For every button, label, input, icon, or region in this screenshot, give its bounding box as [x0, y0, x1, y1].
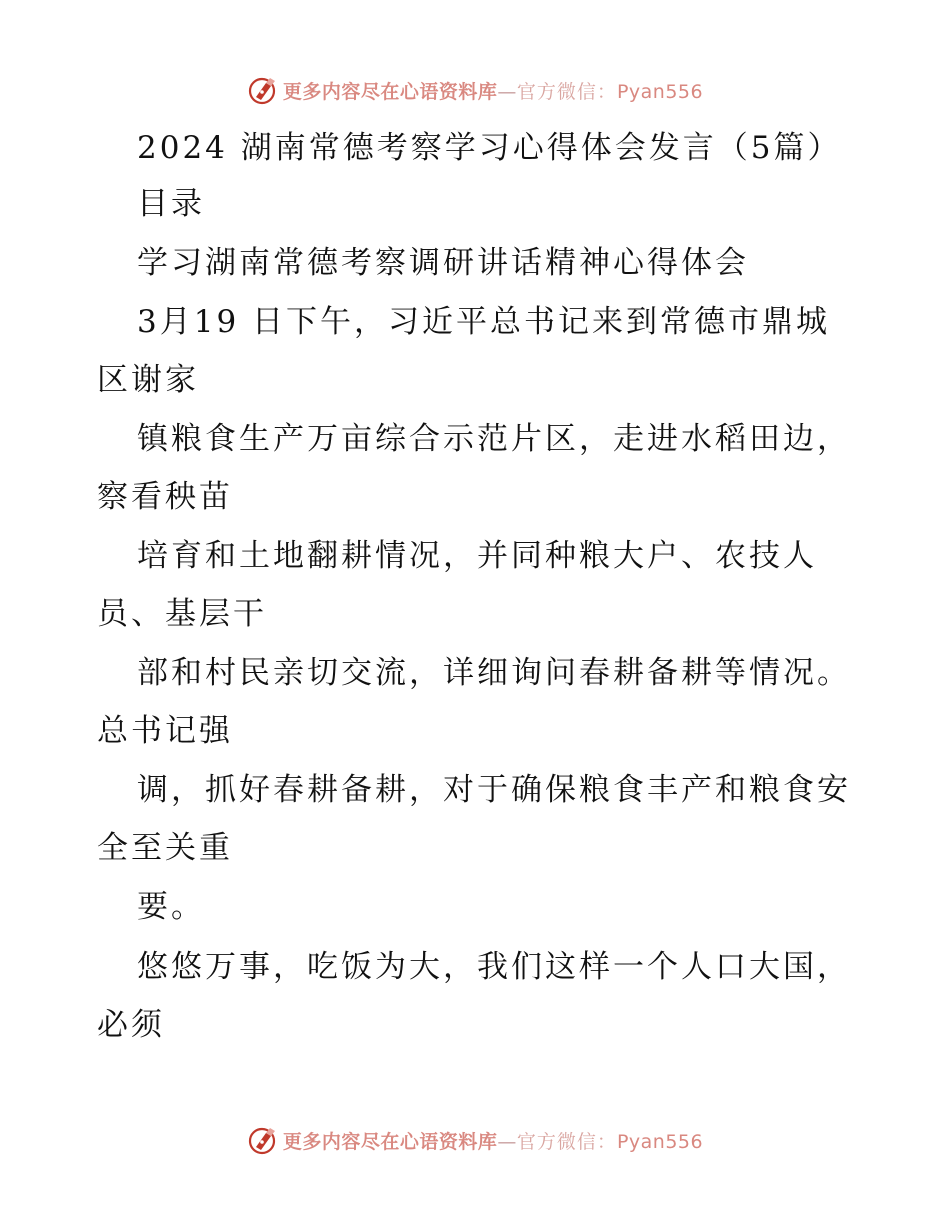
- banner-dash: —: [497, 1130, 517, 1153]
- pen-nib-logo-icon: [247, 1124, 279, 1156]
- banner-wechat-label: 官方微信：: [516, 1130, 617, 1153]
- toc-heading: 目录: [137, 186, 205, 222]
- banner-brand: 更多内容尽在心语资料库: [282, 80, 498, 103]
- paragraph-line: 全至关重: [97, 830, 233, 866]
- header-banner: [0, 70, 950, 110]
- pen-nib-logo-icon: [247, 74, 279, 106]
- paragraph-line: 察看秧苗: [97, 479, 233, 515]
- paragraph-line: 区谢家: [97, 362, 199, 398]
- paragraph-line: 必须: [97, 1007, 165, 1043]
- banner-wechat-id: Pyan556: [616, 1130, 704, 1153]
- banner-dash: —: [497, 80, 517, 103]
- paragraph-line: 3月19 日下午，习近平总书记来到常德市鼎城: [137, 304, 831, 340]
- banner-wechat-label: 官方微信：: [516, 80, 617, 103]
- footer-banner: [0, 1120, 950, 1160]
- banner-text: [283, 1127, 703, 1154]
- paragraph-line: 要。: [137, 889, 205, 925]
- banner-brand: 更多内容尽在心语资料库: [282, 1130, 498, 1153]
- paragraph-line: 员、基层干: [97, 596, 267, 632]
- paragraph-line: 悠悠万事，吃饭为大，我们这样一个人口大国，: [137, 949, 851, 985]
- paragraph-line: 调，抓好春耕备耕，对于确保粮食丰产和粮食安: [137, 772, 851, 808]
- toc-item: 学习湖南常德考察调研讲话精神心得体会: [137, 245, 749, 281]
- document-title: 2024 湖南常德考察学习心得体会发言（5篇）: [137, 130, 842, 166]
- banner-wechat-id: Pyan556: [616, 80, 704, 103]
- paragraph-line: 镇粮食生产万亩综合示范片区，走进水稻田边，: [137, 421, 851, 457]
- banner-text: [283, 77, 703, 104]
- paragraph-line: 培育和土地翻耕情况，并同种粮大户、农技人: [137, 538, 817, 574]
- paragraph-line: 总书记强: [97, 713, 233, 749]
- paragraph-line: 部和村民亲切交流，详细询问春耕备耕等情况。: [137, 655, 851, 691]
